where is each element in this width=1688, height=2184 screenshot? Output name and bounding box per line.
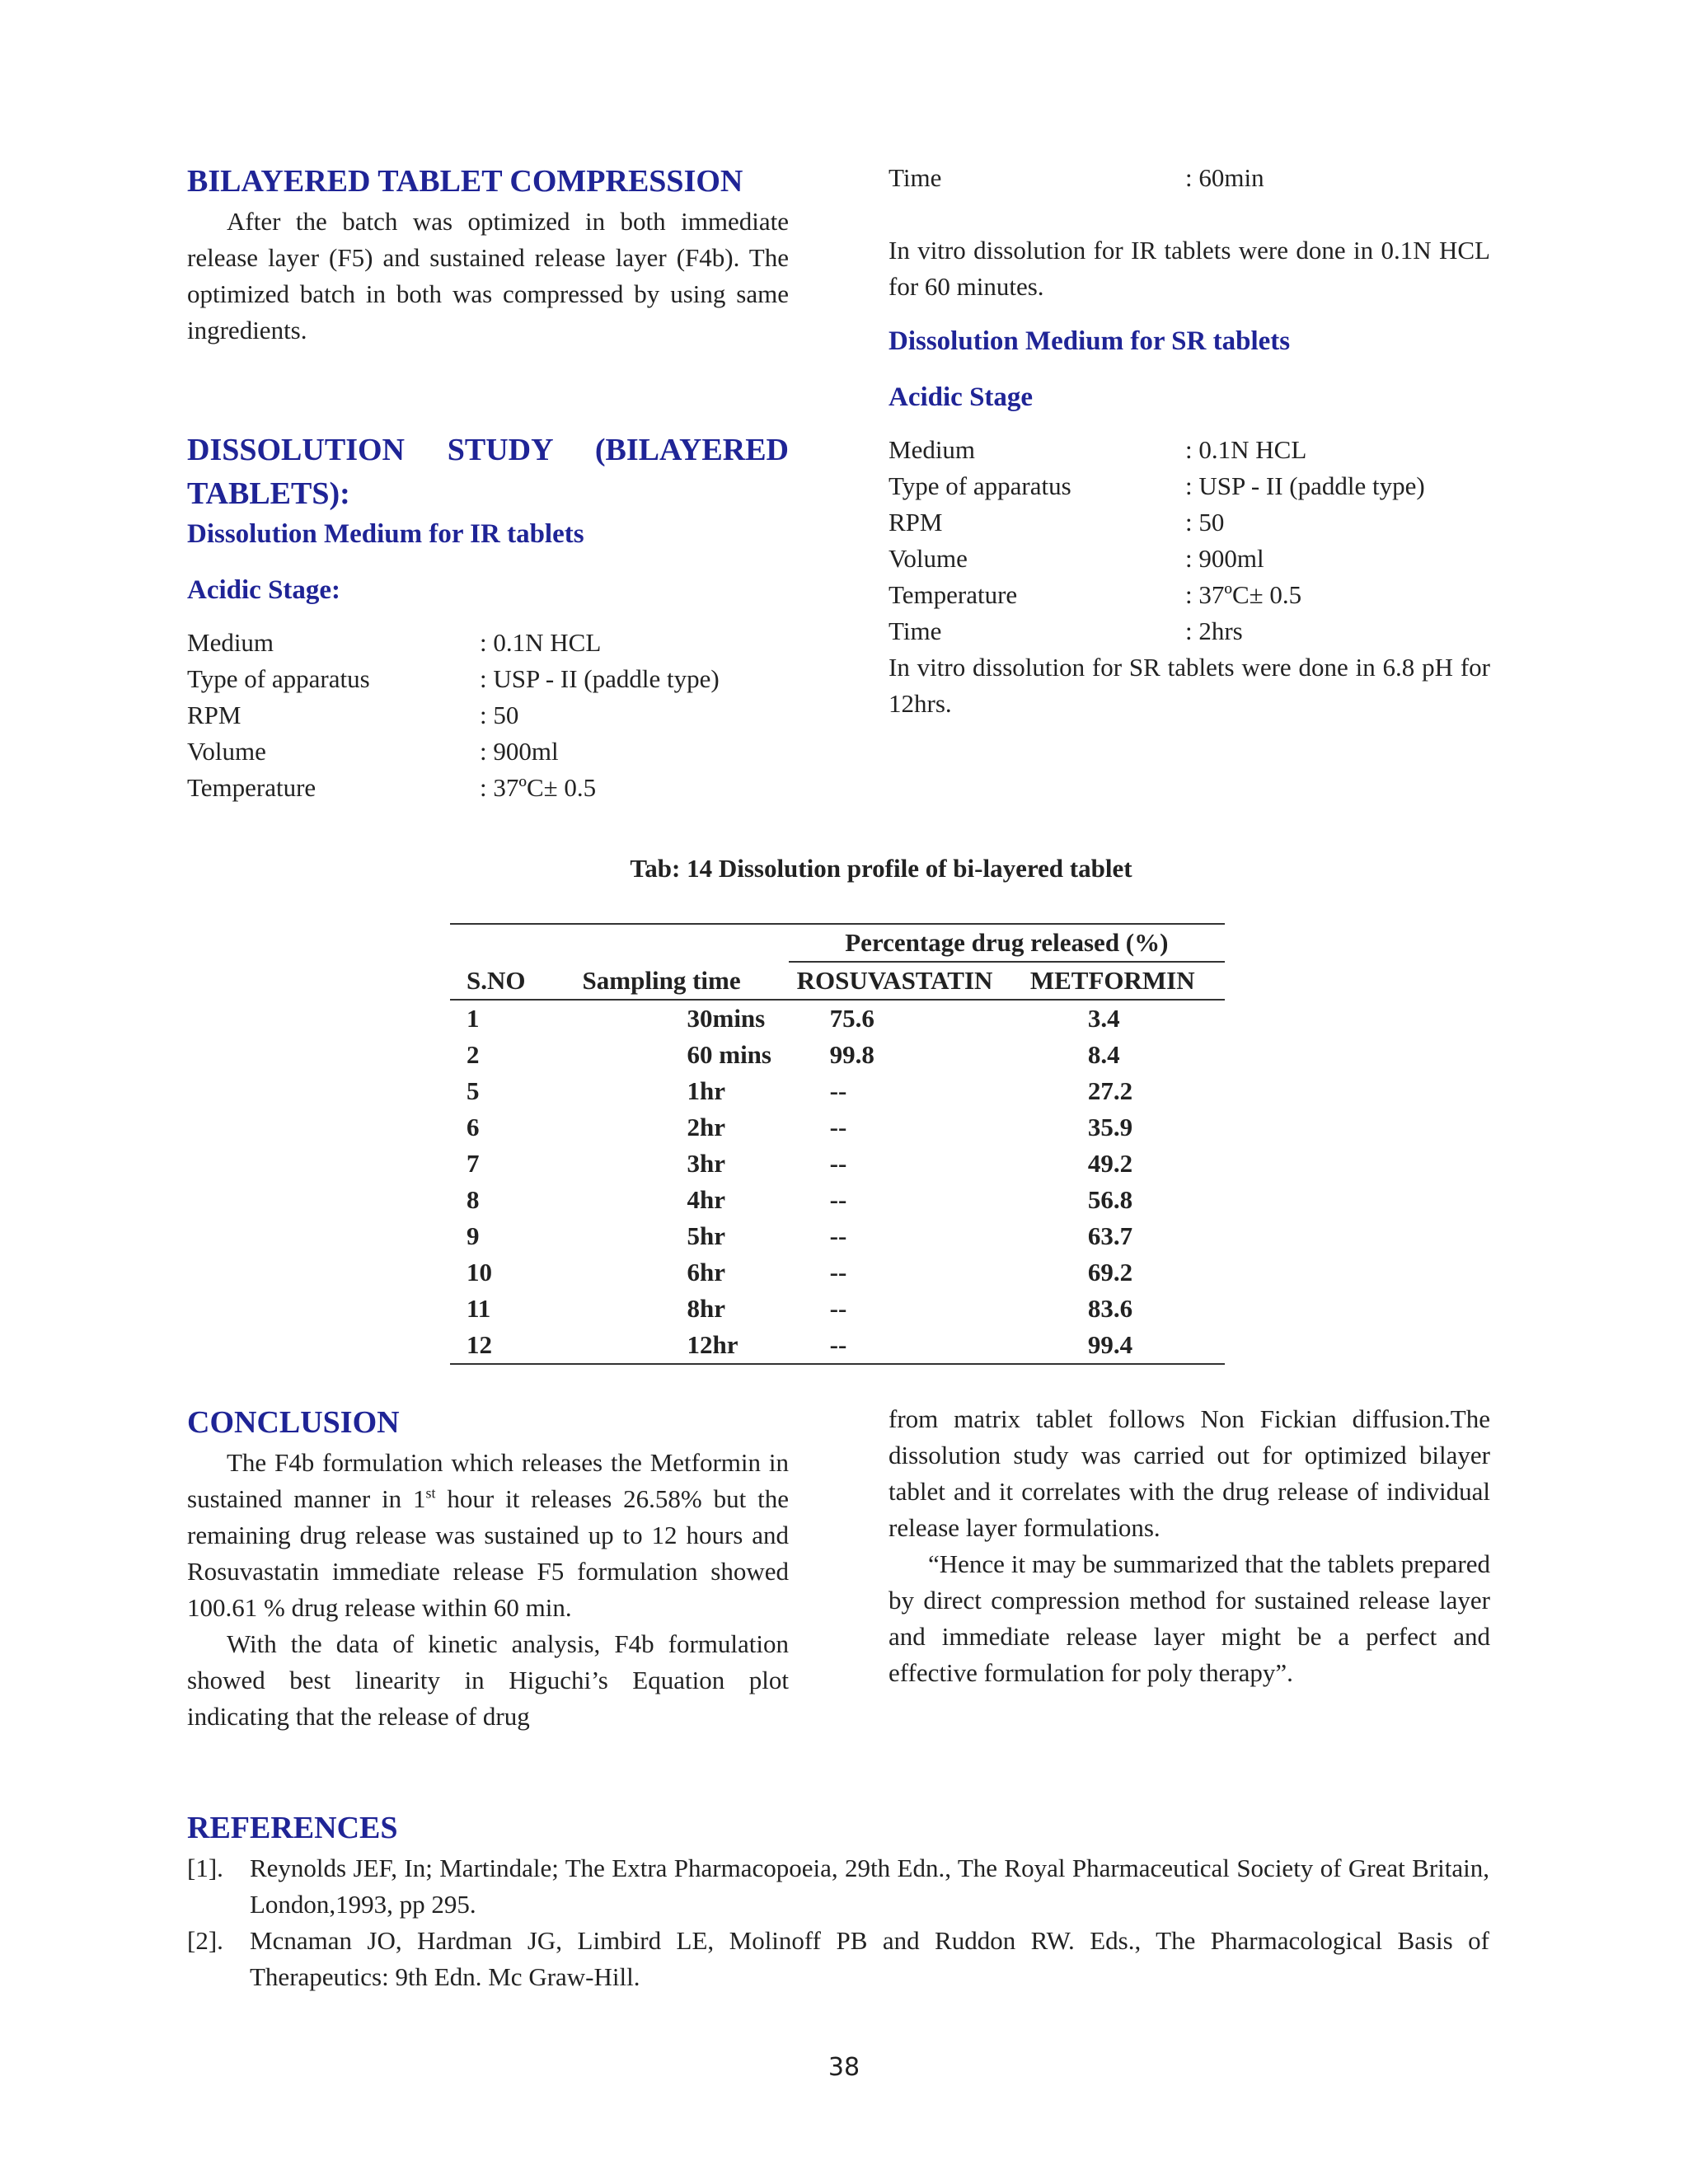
param-row: RPM : 50 — [889, 508, 1225, 537]
compression-heading: BILAYERED TABLET COMPRESSION — [187, 164, 743, 199]
param-row: Medium : 0.1N HCL — [187, 628, 602, 657]
left-column-dissolution — [187, 429, 789, 806]
col-header-sampling-time: Sampling time — [535, 924, 789, 1000]
references-heading: REFERENCES — [187, 1811, 398, 1845]
table-row: 1 30mins 75.6 3.4 — [467, 1004, 1120, 1033]
reference-item: [2]. Mcnaman JO, Hardman JG, Limbird LE, Molinoff PB and Ruddon RW. Eds., The Pharmacological Basis of Therapeutics: 9th Edn. Mc Graw-Hill. — [187, 1926, 1489, 1991]
references — [187, 1807, 1489, 1995]
col-header-metformin: METFORMIN — [1014, 962, 1225, 1000]
dissolution-heading: DISSOLUTION STUDY (BILAYERED TABLETS): — [187, 433, 789, 511]
col-header-sno: S.NO — [450, 924, 535, 1000]
param-row: Time : 2hrs — [889, 616, 1243, 645]
sr-parameters — [889, 432, 1490, 649]
conclusion-heading: CONCLUSION — [187, 1405, 400, 1440]
col-group-header: Percentage drug released (%) — [789, 924, 1225, 962]
conclusion-paragraph-3: “Hence it may be summarized that the tablets prepared by direct compression method for sustained release layer and immediate release layer might be a perfect and effective formulation for poly therapy”. — [889, 1549, 1490, 1687]
ir-note: In vitro dissolution for IR tablets were done in 0.1N HCL for 60 minutes. — [889, 236, 1490, 301]
conclusion-paragraph-2: With the data of kinetic analysis, F4b formulation showed best linearity in Higuchi’s Equation plot indicating that the release of drug — [187, 1629, 789, 1731]
sr-acidic-heading: Acidic Stage — [889, 382, 1034, 412]
param-row: Temperature : 37ºC± 0.5 — [187, 773, 597, 802]
ir-time-row: Time : 60min — [889, 163, 1264, 192]
param-row: Temperature : 37ºC± 0.5 — [889, 580, 1302, 609]
sr-note: In vitro dissolution for SR tablets were done in 6.8 pH for 12hrs. — [889, 653, 1490, 718]
dissolution-table — [450, 923, 1225, 1365]
conclusion-paragraph-2-cont: from matrix tablet follows Non Fickian diffusion.The dissolution study was carried out for optimized bilayer tablet and it correlates with the drug release of individual release layer formulations. — [889, 1404, 1490, 1542]
table-row: 7 3hr -- 49.2 — [467, 1149, 1133, 1178]
param-row: RPM : 50 — [187, 701, 519, 729]
ir-acidic-heading: Acidic Stage: — [187, 575, 341, 605]
col-header-rosuvastatin: ROSUVASTATIN — [789, 962, 1014, 1000]
reference-item: [1]. Reynolds JEF, In; Martindale; The Extra Pharmacopoeia, 29th Edn., The Royal Pharmaceutical Society of Great Britain, London,1993, pp 295. — [187, 1854, 1489, 1919]
param-row: Volume : 900ml — [187, 737, 559, 766]
table-row: 5 1hr -- 27.2 — [467, 1076, 1133, 1105]
table-row: 11 8hr -- 83.6 — [467, 1294, 1133, 1323]
conclusion-paragraph-1: The F4b formulation which releases the Metformin in sustained manner in 1st hour it releases 26.58% but the remaining drug release was sustained up to 12 hours and Rosuvastatin immediate release F5 formulation showed 100.61 % drug release within 60 min. — [187, 1448, 789, 1622]
page-number: 38 — [828, 2053, 860, 2082]
table-row: 12 12hr -- 99.4 — [450, 1327, 1225, 1364]
table-row: 2 60 mins 99.8 8.4 — [467, 1040, 1120, 1069]
table-caption: Tab: 14 Dissolution profile of bi-layered tablet — [630, 854, 1132, 883]
conclusion-right — [889, 1401, 1490, 1691]
param-row: Type of apparatus : USP - II (paddle type) — [889, 471, 1425, 500]
conclusion-left — [187, 1401, 789, 1735]
ir-medium-heading: Dissolution Medium for IR tablets — [187, 519, 584, 549]
table-row: 9 5hr -- 63.7 — [467, 1221, 1133, 1250]
table-row: 8 4hr -- 56.8 — [467, 1185, 1133, 1214]
table-row: 6 2hr -- 35.9 — [467, 1113, 1133, 1141]
left-column-top — [187, 160, 789, 349]
param-row: Type of apparatus : USP - II (paddle type) — [187, 664, 720, 693]
ir-parameters — [187, 625, 789, 806]
table-row: 10 6hr -- 69.2 — [467, 1258, 1133, 1286]
sr-medium-heading: Dissolution Medium for SR tablets — [889, 326, 1291, 356]
right-column-top — [889, 160, 1490, 722]
compression-paragraph: After the batch was optimized in both immediate release layer (F5) and sustained release layer (F4b). The optimized batch in both was compressed by using same ingredients. — [187, 207, 789, 344]
param-row: Volume : 900ml — [889, 544, 1264, 573]
param-row: Medium : 0.1N HCL — [889, 435, 1307, 464]
